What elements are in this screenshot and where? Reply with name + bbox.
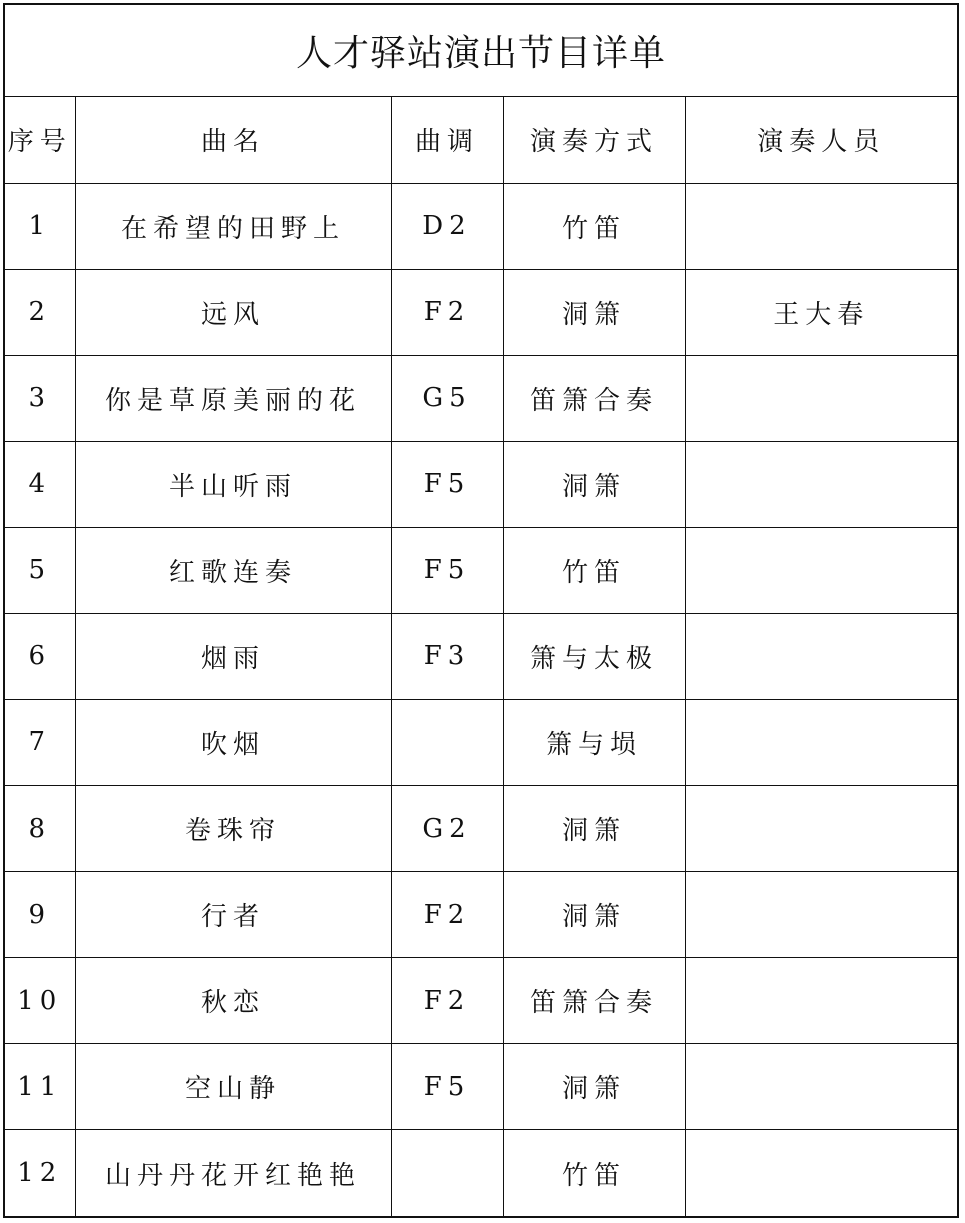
cell-mode: 洞箫 <box>503 269 685 355</box>
cell-key: F2 <box>391 958 503 1044</box>
cell-key: D2 <box>391 183 503 269</box>
cell-performer <box>685 958 957 1044</box>
cell-mode: 笛箫合奏 <box>503 958 685 1044</box>
cell-mode: 竹笛 <box>503 527 685 613</box>
cell-mode: 笛箫合奏 <box>503 355 685 441</box>
cell-key: F5 <box>391 527 503 613</box>
cell-index: 5 <box>5 527 75 613</box>
table-row <box>5 527 957 613</box>
cell-key: F5 <box>391 441 503 527</box>
program-sheet <box>3 3 959 1218</box>
cell-performer <box>685 355 957 441</box>
cell-key <box>391 699 503 785</box>
cell-index: 11 <box>5 1044 75 1130</box>
cell-mode: 洞箫 <box>503 786 685 872</box>
cell-index: 3 <box>5 355 75 441</box>
cell-performer <box>685 1044 957 1130</box>
cell-name: 半山听雨 <box>75 441 391 527</box>
cell-name: 吹烟 <box>75 699 391 785</box>
cell-mode: 竹笛 <box>503 1130 685 1216</box>
cell-index: 9 <box>5 872 75 958</box>
cell-name: 秋恋 <box>75 958 391 1044</box>
cell-performer <box>685 527 957 613</box>
cell-mode: 洞箫 <box>503 441 685 527</box>
header-index: 序号 <box>5 97 75 183</box>
cell-name: 你是草原美丽的花 <box>75 355 391 441</box>
cell-mode: 箫与埙 <box>503 699 685 785</box>
table-row <box>5 183 957 269</box>
cell-performer <box>685 441 957 527</box>
cell-index: 7 <box>5 699 75 785</box>
cell-performer <box>685 699 957 785</box>
cell-index: 6 <box>5 613 75 699</box>
cell-name: 远风 <box>75 269 391 355</box>
header-mode: 演奏方式 <box>503 97 685 183</box>
cell-key: F3 <box>391 613 503 699</box>
cell-index: 2 <box>5 269 75 355</box>
cell-name: 在希望的田野上 <box>75 183 391 269</box>
cell-mode: 箫与太极 <box>503 613 685 699</box>
cell-performer: 王大春 <box>685 269 957 355</box>
table-row <box>5 1130 957 1216</box>
cell-performer <box>685 872 957 958</box>
program-table <box>5 97 957 1216</box>
cell-key <box>391 1130 503 1216</box>
document-title: 人才驿站演出节目详单 <box>5 5 957 97</box>
table-row <box>5 872 957 958</box>
cell-index: 10 <box>5 958 75 1044</box>
cell-key: F2 <box>391 269 503 355</box>
cell-name: 红歌连奏 <box>75 527 391 613</box>
cell-index: 8 <box>5 786 75 872</box>
table-row <box>5 958 957 1044</box>
table-row <box>5 699 957 785</box>
cell-mode: 洞箫 <box>503 1044 685 1130</box>
cell-key: F2 <box>391 872 503 958</box>
cell-index: 12 <box>5 1130 75 1216</box>
header-key: 曲调 <box>391 97 503 183</box>
table-row <box>5 613 957 699</box>
cell-name: 烟雨 <box>75 613 391 699</box>
cell-name: 卷珠帘 <box>75 786 391 872</box>
table-row <box>5 1044 957 1130</box>
cell-key: G2 <box>391 786 503 872</box>
header-performer: 演奏人员 <box>685 97 957 183</box>
cell-key: F5 <box>391 1044 503 1130</box>
cell-performer <box>685 1130 957 1216</box>
header-name: 曲名 <box>75 97 391 183</box>
cell-performer <box>685 183 957 269</box>
cell-key: G5 <box>391 355 503 441</box>
cell-performer <box>685 613 957 699</box>
cell-mode: 竹笛 <box>503 183 685 269</box>
cell-mode: 洞箫 <box>503 872 685 958</box>
cell-name: 山丹丹花开红艳艳 <box>75 1130 391 1216</box>
table-row <box>5 441 957 527</box>
cell-name: 空山静 <box>75 1044 391 1130</box>
table-row <box>5 355 957 441</box>
table-row <box>5 786 957 872</box>
header-row <box>5 97 957 183</box>
cell-performer <box>685 786 957 872</box>
cell-index: 4 <box>5 441 75 527</box>
cell-name: 行者 <box>75 872 391 958</box>
cell-index: 1 <box>5 183 75 269</box>
table-row <box>5 269 957 355</box>
